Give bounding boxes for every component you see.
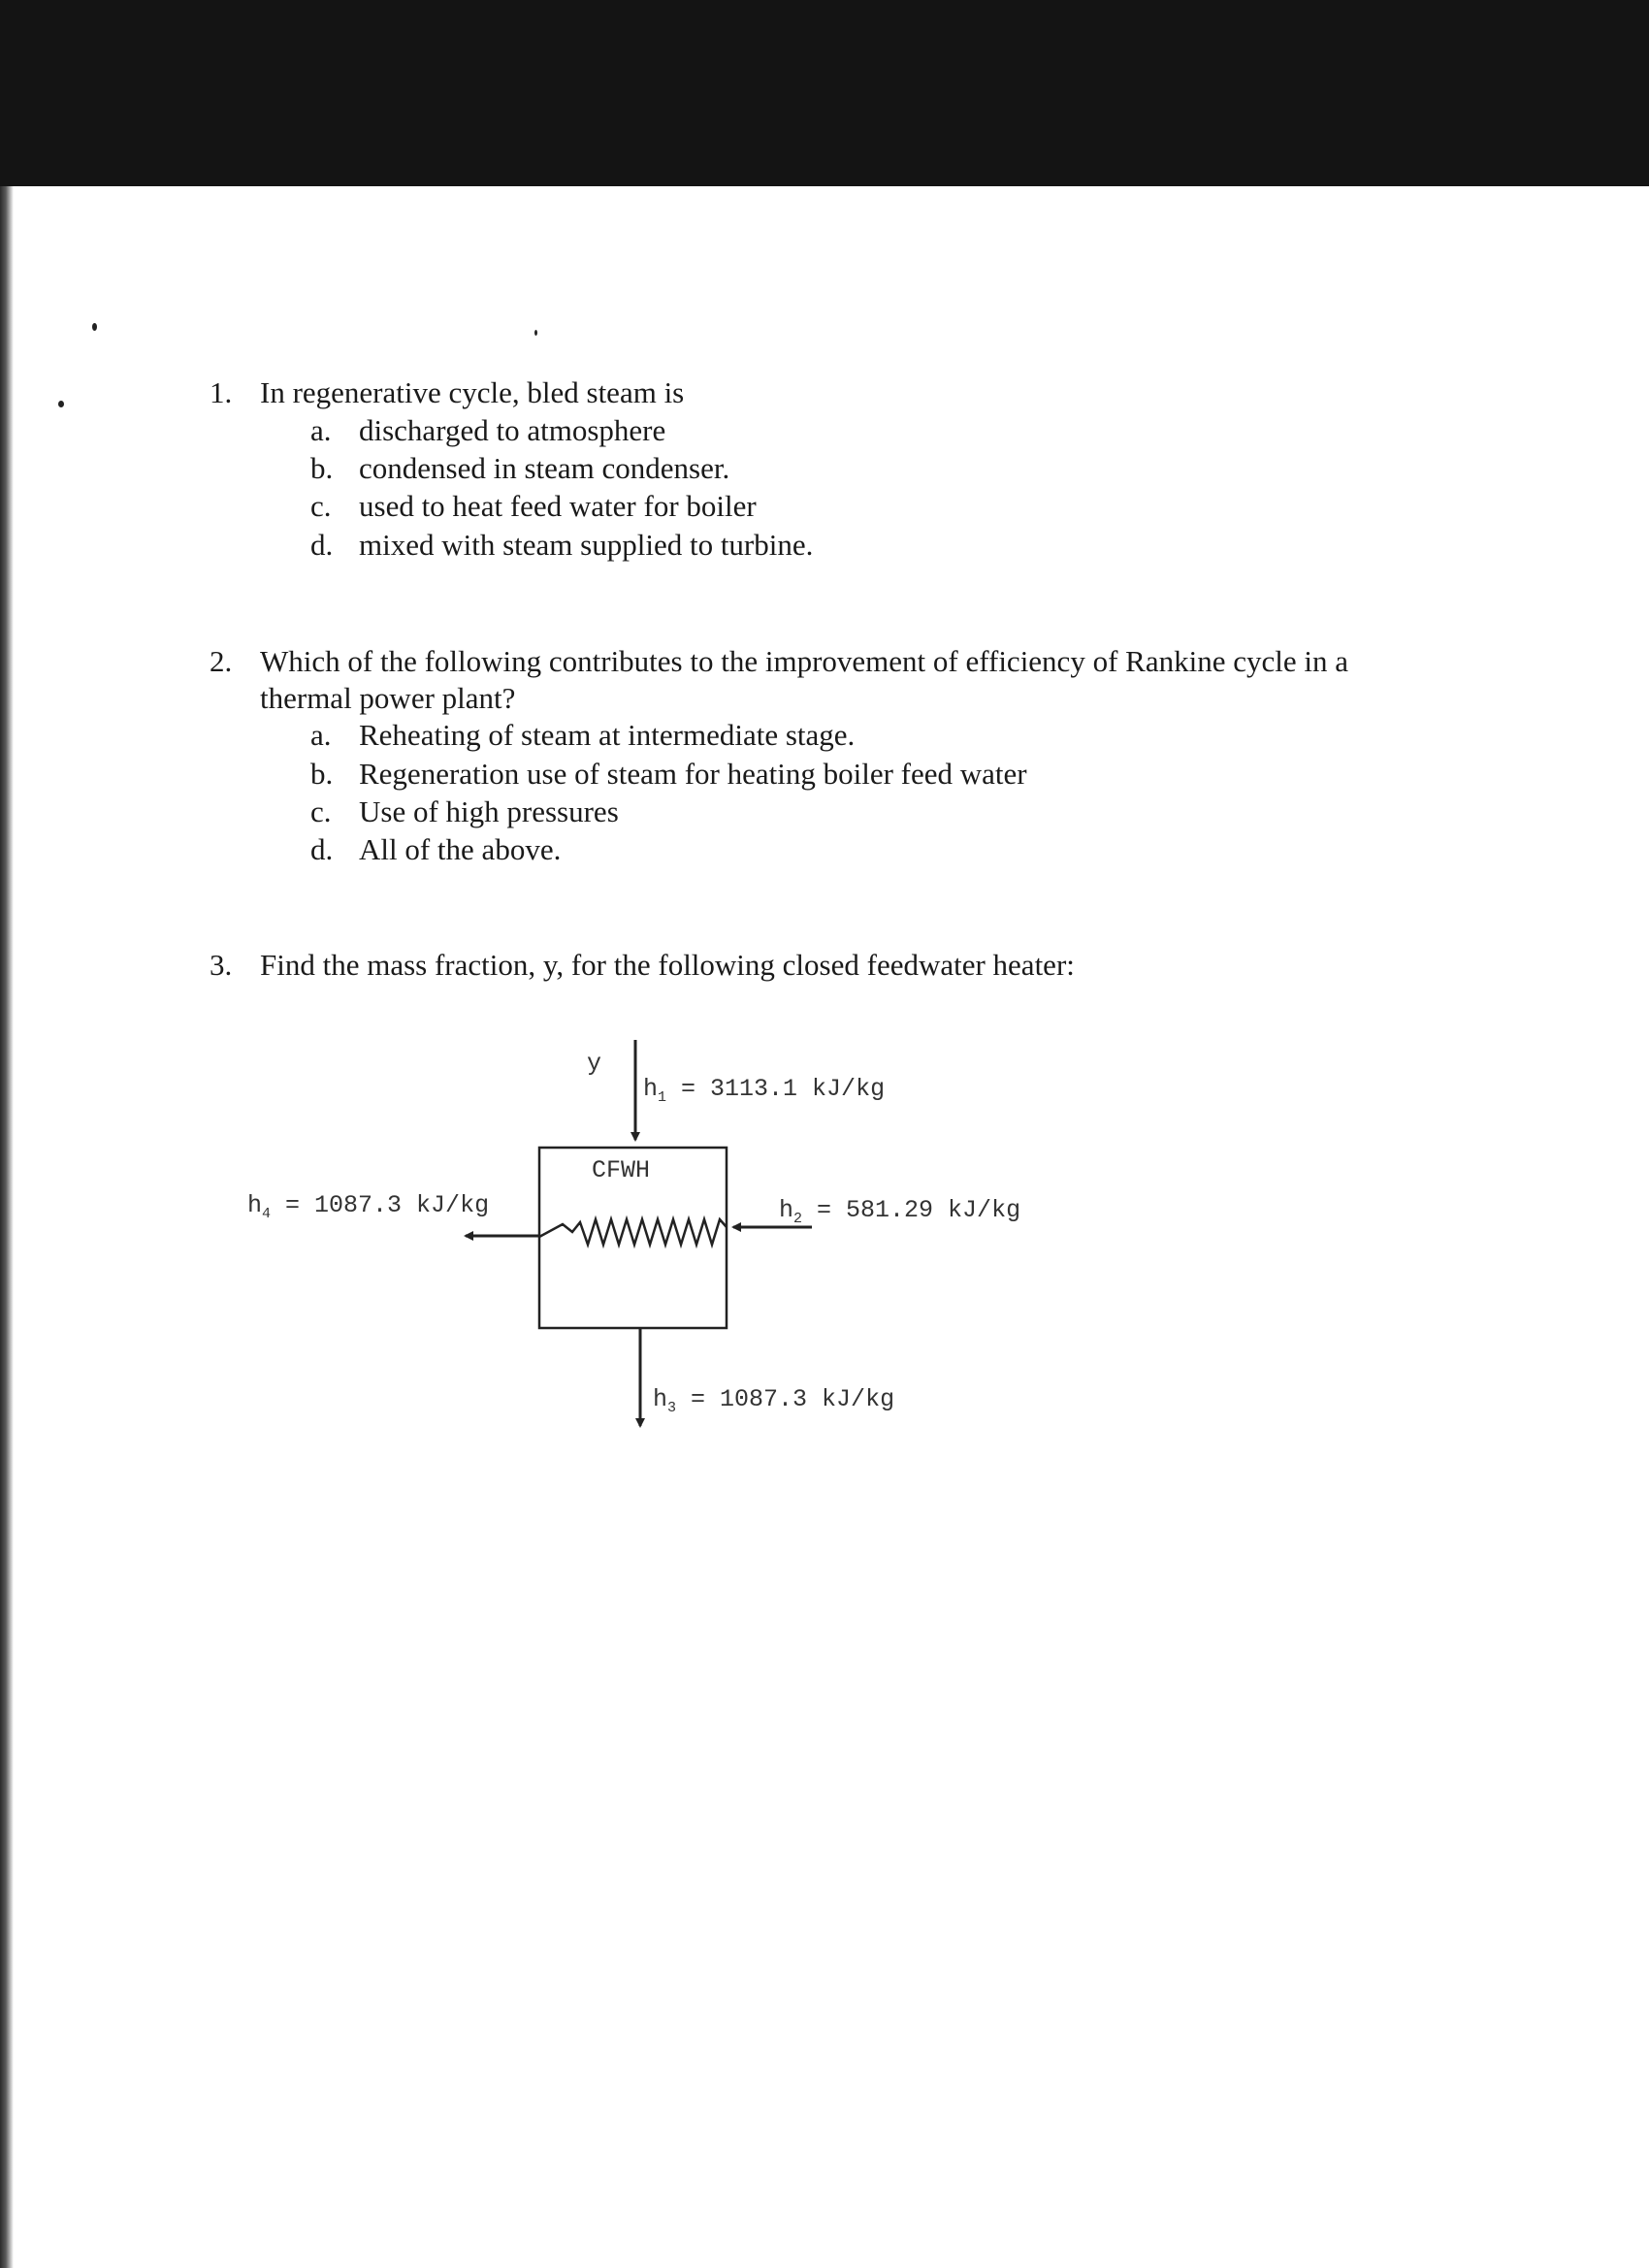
option-text: Regeneration use of steam for heating boiler feed water: [359, 757, 1027, 791]
question-text: Find the mass fraction, y, for the following closed feedwater heater:: [260, 948, 1075, 982]
h1-symbol: h: [643, 1075, 659, 1103]
question-text: In regenerative cycle, bled steam is: [260, 375, 685, 409]
option-letter: c.: [310, 794, 332, 828]
h3-subscript: 3: [667, 1400, 677, 1416]
question-number: 2.: [210, 644, 233, 678]
inlet-mass-fraction-label: y: [587, 1050, 602, 1078]
option-letter: b.: [310, 757, 334, 791]
option-text: mixed with steam supplied to turbine.: [359, 528, 814, 562]
option-letter: b.: [310, 451, 334, 485]
option-letter: d.: [310, 832, 334, 866]
question-number: 1.: [210, 375, 233, 409]
question-text-line-2: thermal power plant?: [260, 681, 516, 715]
option-letter: a.: [310, 718, 332, 752]
option-text: condensed in steam condenser.: [359, 451, 730, 485]
option-text: discharged to atmosphere: [359, 413, 666, 447]
h4-subscript: 4: [262, 1206, 272, 1222]
h2-value: = 581.29 kJ/kg: [802, 1196, 1021, 1224]
question-number: 3.: [210, 948, 233, 982]
question-text-line-1: Which of the following contributes to the improvement of efficiency of Rankine cycle in a: [260, 644, 1348, 678]
option-letter: d.: [310, 528, 334, 562]
h4-symbol: h: [247, 1191, 263, 1219]
h4-label: [247, 1191, 489, 1222]
h3-label: [653, 1385, 894, 1416]
box-label: CFWH: [592, 1156, 651, 1184]
option-letter: c.: [310, 489, 332, 523]
h3-value: = 1087.3 kJ/kg: [676, 1385, 895, 1413]
option-text: Use of high pressures: [359, 794, 619, 828]
option-letter: a.: [310, 413, 332, 447]
h4-value: = 1087.3 kJ/kg: [271, 1191, 490, 1219]
heating-coil: [539, 1219, 727, 1245]
h1-value: = 3113.1 kJ/kg: [666, 1075, 886, 1103]
option-text: Reheating of steam at intermediate stage.: [359, 718, 856, 752]
h3-symbol: h: [653, 1385, 668, 1413]
h1-label: [643, 1075, 885, 1106]
h2-symbol: h: [779, 1196, 794, 1224]
h2-label: [779, 1196, 1020, 1227]
option-text: used to heat feed water for boiler: [359, 489, 757, 523]
option-text: All of the above.: [359, 832, 562, 866]
h1-subscript: 1: [658, 1089, 667, 1106]
h2-subscript: 2: [793, 1211, 803, 1227]
